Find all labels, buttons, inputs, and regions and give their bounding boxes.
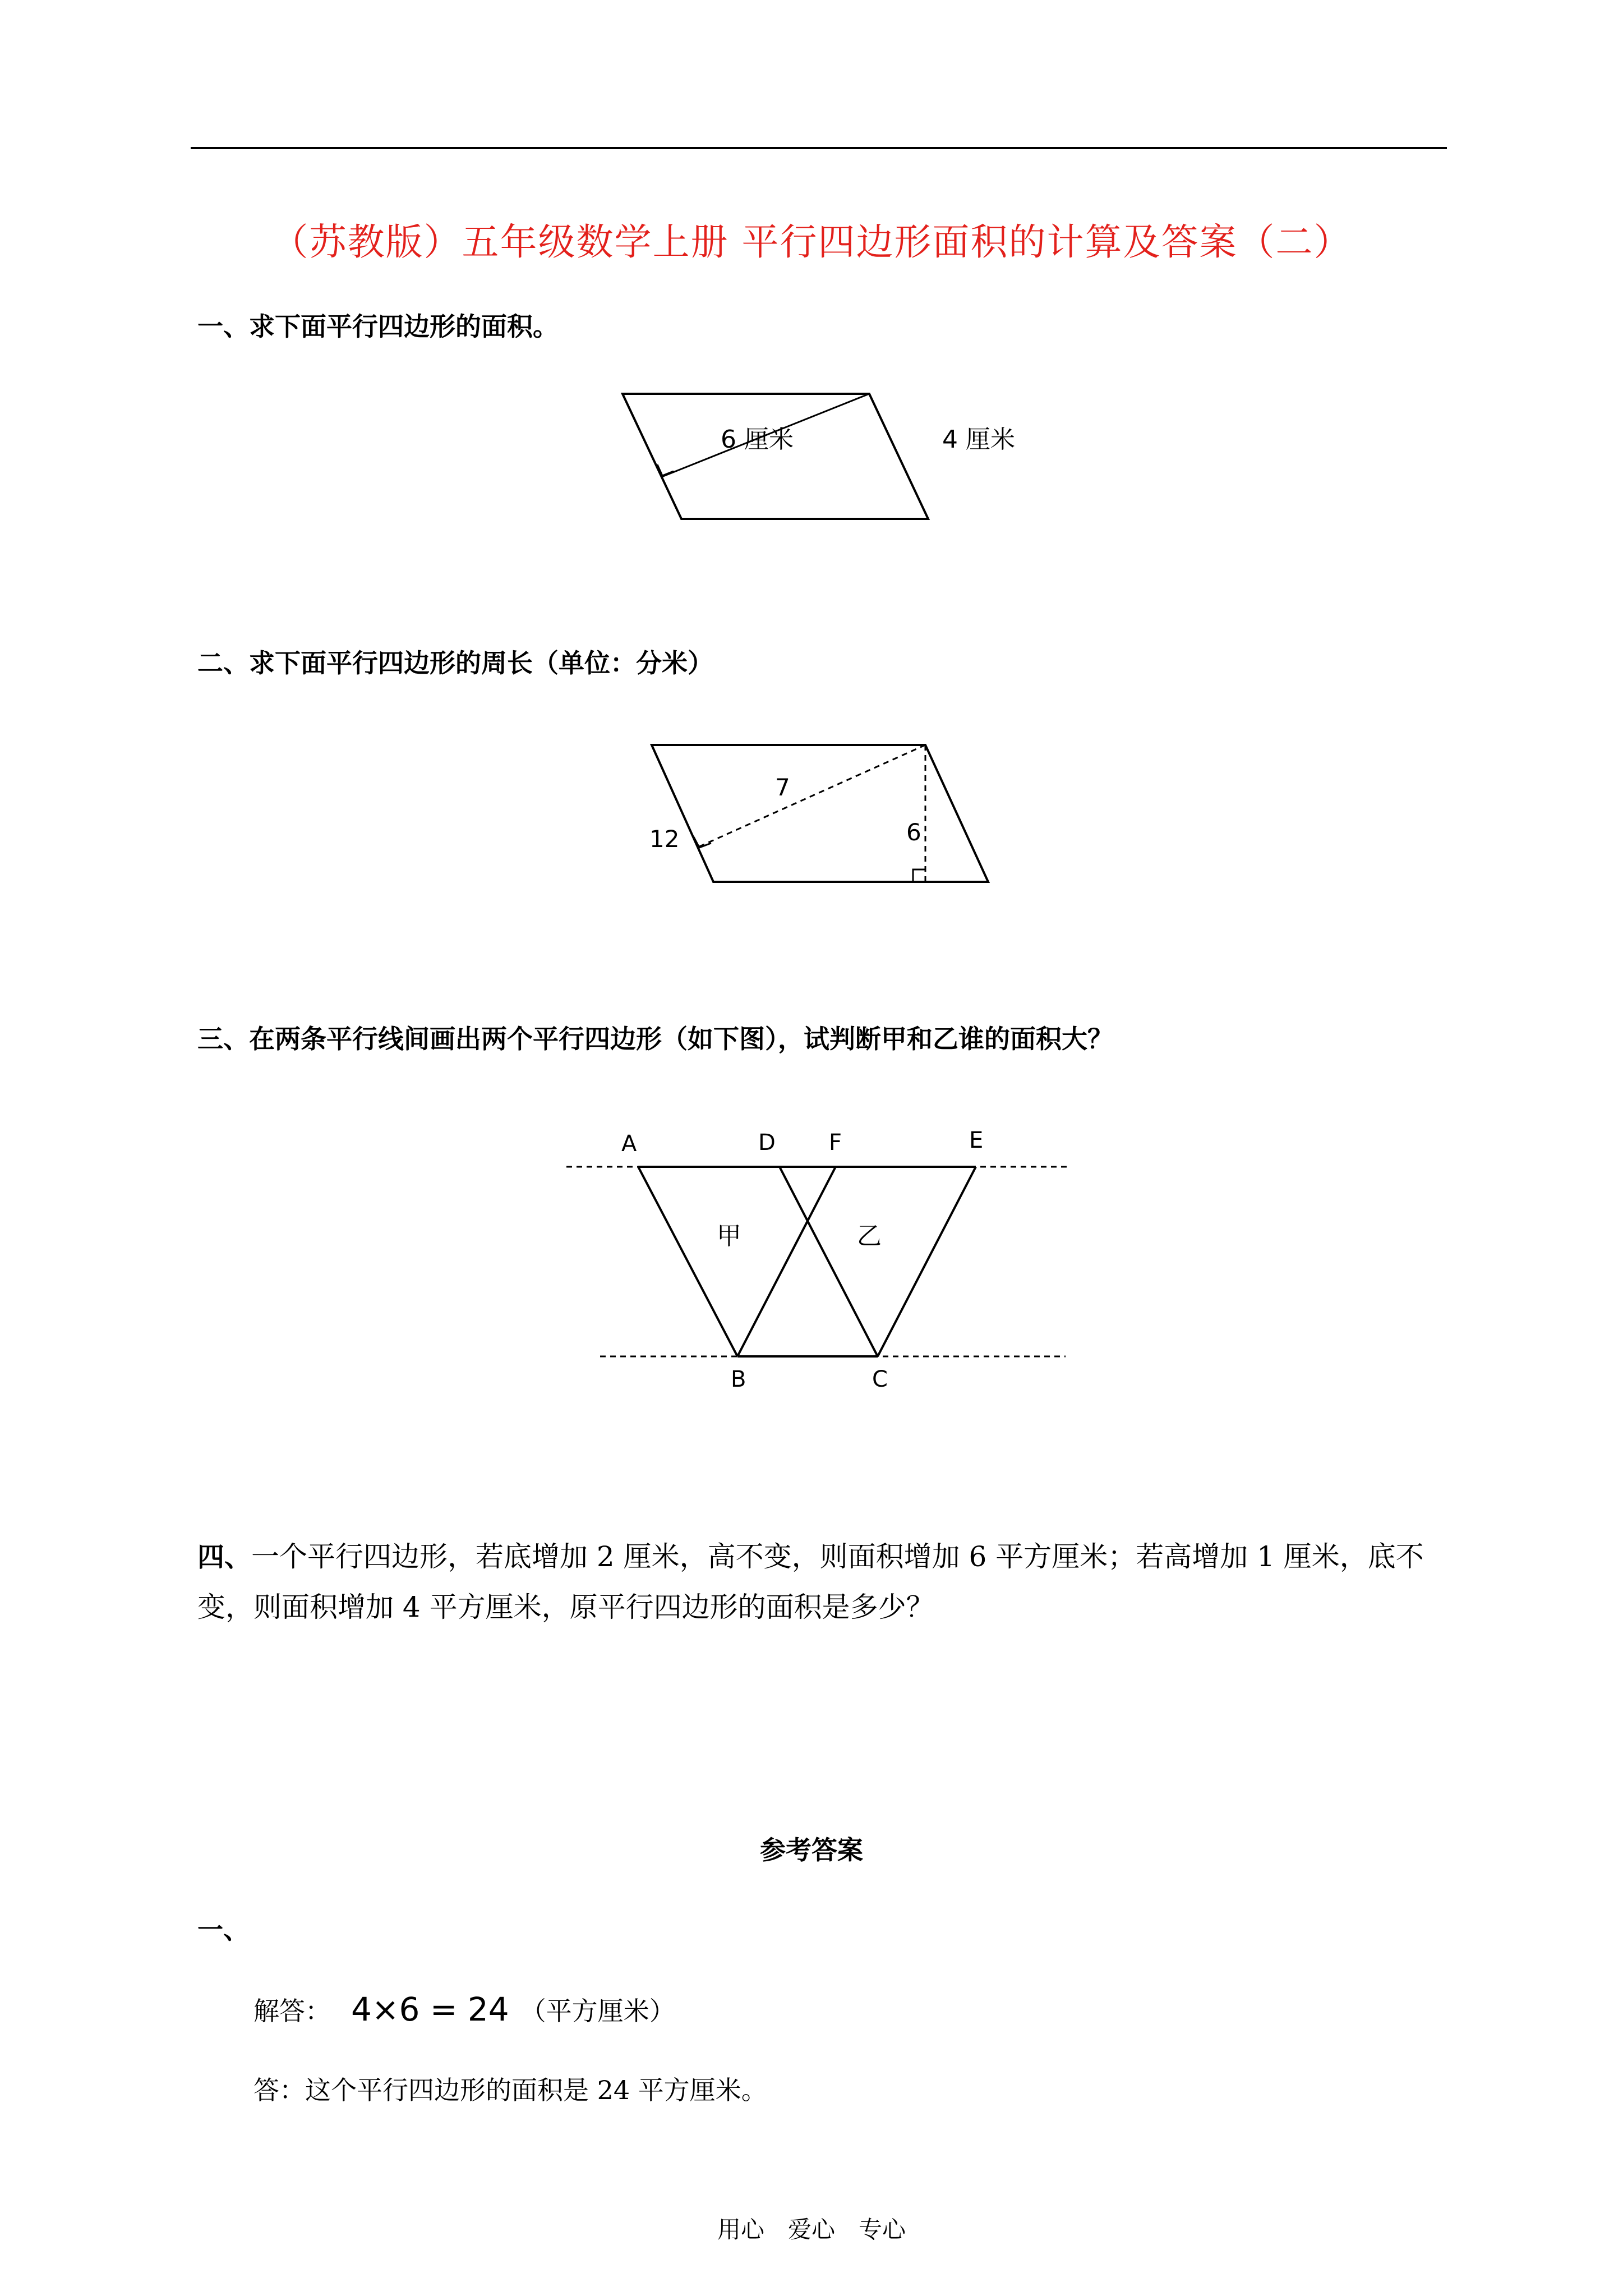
top-rule (191, 147, 1447, 149)
fig3-label-B: B (731, 1366, 746, 1392)
fig2-height-label: 6 (906, 818, 921, 846)
fig3-edge-AB (638, 1167, 737, 1356)
fig3-region-jia: 甲 (717, 1222, 741, 1250)
fig2-side-label: 12 (649, 825, 680, 853)
page-title: （苏教版）五年级数学上册 平行四边形面积的计算及答案（二） (271, 220, 1352, 264)
fig3-label-E: E (969, 1128, 984, 1153)
figure-3-parallelograms (561, 1116, 1082, 1408)
question-3: 三、在两条平行线间画出两个平行四边形（如下图），试判断甲和乙谁的面积大？ (197, 1024, 1113, 1054)
fig3-edge-EC (878, 1167, 976, 1356)
fig3-region-yi: 乙 (857, 1222, 882, 1250)
question-4-label: 四、 (197, 1542, 252, 1573)
fig3-label-D: D (758, 1130, 776, 1156)
question-1: 一、求下面平行四边形的面积。 (197, 311, 559, 342)
fig2-dashed-diagonal (698, 745, 925, 847)
fig3-label-A: A (621, 1131, 637, 1157)
question-4-text: 一个平行四边形，若底增加 2 厘米，高不变，则面积增加 6 平方厘米；若高增加 1 厘米，底不变，则面积增加 4 平方厘米，原平行四边形的面积是多少？ (197, 1540, 1424, 1623)
fig1-outline (623, 394, 928, 519)
fig3-label-F: F (829, 1130, 842, 1156)
fig1-side-label: 4 厘米 (942, 425, 1015, 454)
question-2: 二、求下面平行四边形的周长（单位：分米） (197, 648, 713, 678)
question-4 (197, 1531, 1437, 1632)
solution-line (253, 1990, 675, 2028)
solution-unit: （平方厘米） (520, 1996, 675, 2026)
footer: 用心 爱心 专心 (717, 2216, 906, 2243)
solution-formula: 4×6 = 24 (351, 1990, 509, 2028)
fig2-right-angle-2 (913, 869, 925, 882)
figure-1-parallelogram (589, 381, 1066, 539)
fig2-outline (652, 745, 988, 882)
fig3-label-C: C (872, 1366, 888, 1392)
solution-prefix: 解答： (253, 1996, 331, 2026)
answer-section-1-label: 一、 (197, 1915, 249, 1945)
fig1-height-label: 6 厘米 (721, 425, 794, 454)
fig3-edge-FB (737, 1167, 836, 1356)
answers-heading: 参考答案 (760, 1835, 863, 1865)
fig3-edge-DC (780, 1167, 878, 1356)
answer-text: 答：这个平行四边形的面积是 24 平方厘米。 (253, 2075, 767, 2105)
figure-2-parallelogram (628, 729, 1021, 898)
fig2-diagonal-label: 7 (775, 774, 790, 801)
